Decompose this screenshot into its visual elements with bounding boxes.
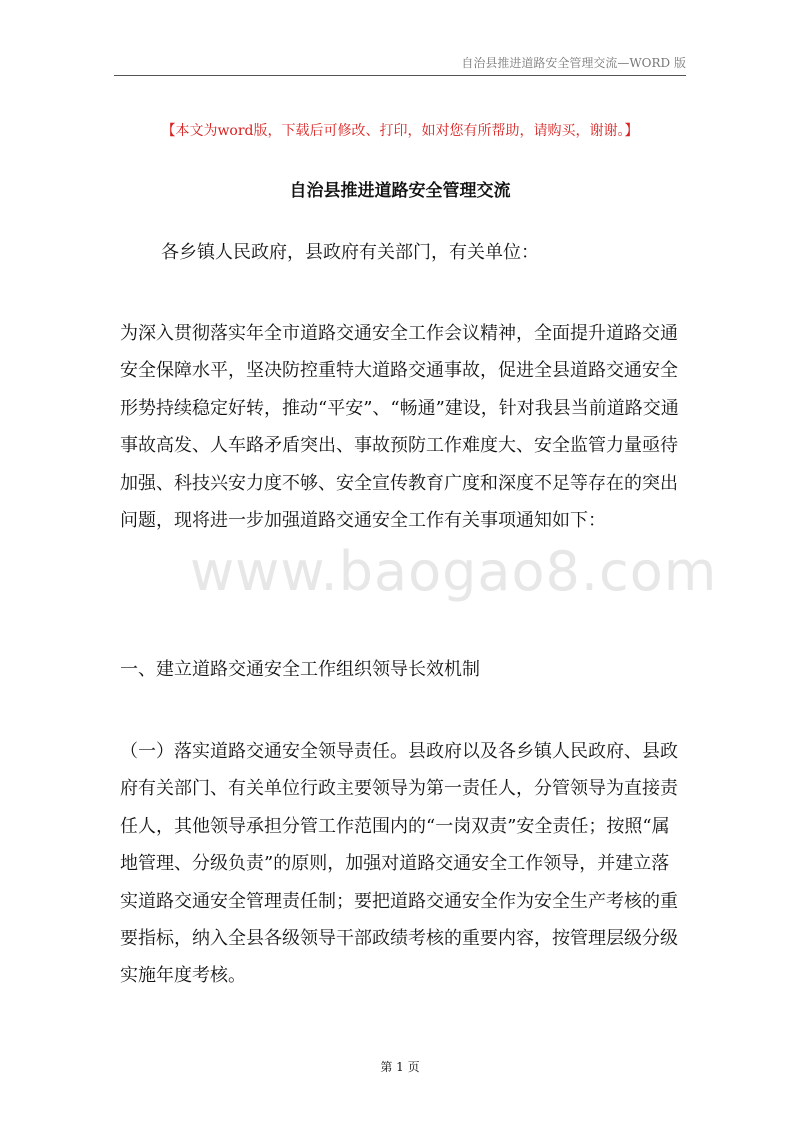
section-paragraph: （一）落实道路交通安全领导责任。县政府以及各乡镇人民政府、县政府有关部门、有关单位行政主要领导为第一责任人，分管领导为直接责任人，其他领导承担分管工作范围内的“一岗双责”安全责任；按照“属地管理、分级负责”的原则，加强对道路交通安全工作领导，并建立落实道路交通安全管理责任制；要把道路交通安全作为安全生产考核的重要指标，纳入全县各级领导干部政绩考核的重要内容，按管理层级分级实施年度考核。: [120, 741, 678, 987]
purchase-notice: 【本文为word版，下载后可修改、打印，如对您有所帮助，请购买，谢谢。】: [161, 123, 639, 139]
running-header: 自治县推进道路安全管理交流—WORD 版: [461, 56, 686, 70]
intro-paragraph: 为深入贯彻落实年全市道路交通安全工作会议精神，全面提升道路交通安全保障水平，坚决防控重特大道路交通事故，促进全县道路交通安全形势持续稳定好转，推动“平安”、“畅通”建设，针对我县当前道路交通事故高发、人车路矛盾突出、事故预防工作难度大、安全监管力量亟待加强、科技兴安力度不够、安全宣传教育广度和深度不足等存在的突出问题，现将进一步加强道路交通安全工作有关事项通知如下：: [120, 323, 679, 532]
section-heading: 一、建立道路交通安全工作组织领导长效机制: [120, 659, 480, 680]
document-title: 自治县推进道路安全管理交流: [289, 181, 511, 201]
salutation: 各乡镇人民政府，县政府有关部门，有关单位：: [161, 242, 539, 263]
header-divider: [114, 75, 686, 76]
page-number: 第 1 页: [380, 1060, 420, 1074]
watermark: www.baogao8.com: [190, 540, 718, 603]
